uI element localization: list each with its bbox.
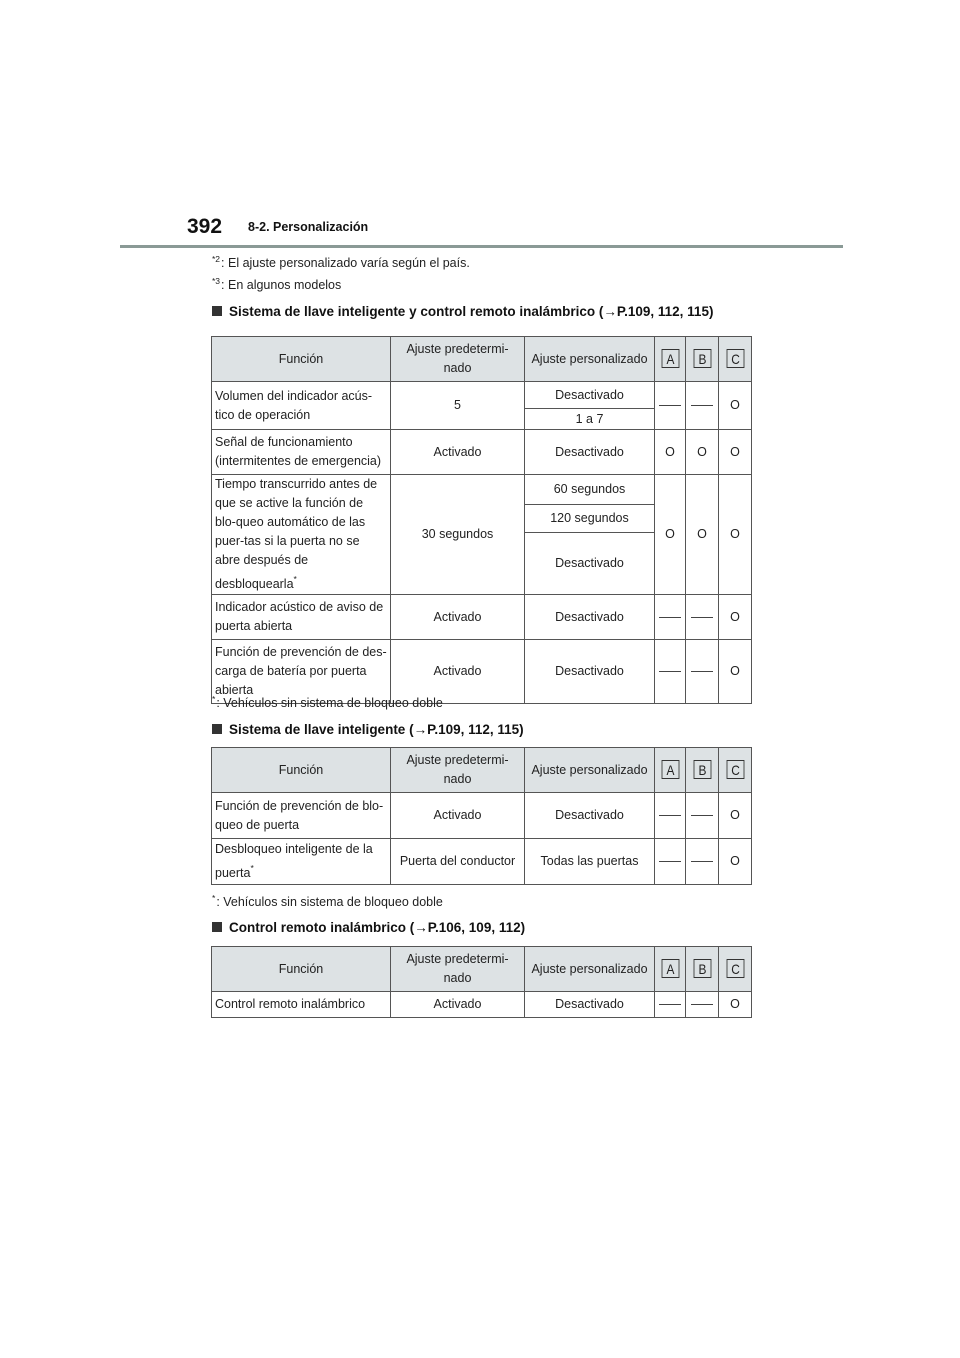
cell-c: O xyxy=(719,640,752,704)
label-a-icon: A xyxy=(661,349,679,368)
column-header-b xyxy=(686,748,719,793)
cell-predeterminado: Activado xyxy=(391,793,525,839)
cell-predeterminado: Puerta del conductor xyxy=(391,839,525,885)
cell-c: O xyxy=(719,793,752,839)
cell-funcion: Volumen del indicador acús-tico de operación xyxy=(212,382,391,430)
table-row xyxy=(212,382,752,409)
cell-c: O xyxy=(719,839,752,885)
cell-personalizado: Desactivado xyxy=(525,640,655,704)
cell-c: O xyxy=(719,430,752,475)
column-header-ajuste-personalizado: Ajuste personalizado xyxy=(525,337,655,382)
table-row xyxy=(212,992,752,1018)
column-header-ajuste-personalizado: Ajuste personalizado xyxy=(525,748,655,793)
dash-icon xyxy=(659,617,681,618)
cell-funcion: Tiempo transcurrido antes de que se active la función de blo-queo automático de las puer-tas si la puerta no se abre después de desbloquearla* xyxy=(212,475,391,595)
dash-icon xyxy=(691,1004,713,1005)
cell-a xyxy=(655,595,686,640)
dash-icon xyxy=(659,861,681,862)
section-heading-smart-key-remote: Sistema de llave inteligente y control remoto inalámbrico (→P.109, 112, 115) xyxy=(212,304,713,319)
header-divider xyxy=(120,245,843,248)
table-row xyxy=(212,430,752,475)
footnote-3: $^{*3}$: En algunos modelos xyxy=(212,276,342,292)
column-header-funcion: Función xyxy=(212,947,391,992)
dash-icon xyxy=(659,1004,681,1005)
square-bullet-icon xyxy=(212,922,222,932)
label-c-icon: C xyxy=(726,349,744,368)
square-bullet-icon xyxy=(212,306,222,316)
cell-personalizado: 60 segundos xyxy=(525,475,655,505)
cell-a xyxy=(655,640,686,704)
column-header-b xyxy=(686,337,719,382)
cell-b: O xyxy=(686,430,719,475)
settings-table-smart-key xyxy=(211,747,752,885)
page-number: 392 xyxy=(187,215,223,238)
column-header-a xyxy=(655,748,686,793)
label-b-icon: B xyxy=(693,349,711,368)
cell-funcion: Indicador acústico de aviso de puerta abierta xyxy=(212,595,391,640)
dash-icon xyxy=(659,815,681,816)
cell-a: O xyxy=(655,475,686,595)
column-header-ajuste-predeterminado: Ajuste predetermi-nado xyxy=(391,947,525,992)
column-header-b xyxy=(686,947,719,992)
cell-a: O xyxy=(655,430,686,475)
cell-personalizado: Desactivado xyxy=(525,382,655,409)
cell-predeterminado: 30 segundos xyxy=(391,475,525,595)
column-header-c xyxy=(719,947,752,992)
square-bullet-icon xyxy=(212,724,222,734)
dash-icon xyxy=(691,617,713,618)
cell-a xyxy=(655,839,686,885)
label-a-icon: A xyxy=(661,959,679,978)
table-footnote: *: Vehículos sin sistema de bloqueo doble xyxy=(212,893,443,909)
column-header-a xyxy=(655,337,686,382)
cell-personalizado: Desactivado xyxy=(525,533,655,595)
dash-icon xyxy=(659,671,681,672)
section-heading-wireless-remote: Control remoto inalámbrico (→P.106, 109, 112) xyxy=(212,920,525,935)
cell-a xyxy=(655,793,686,839)
cell-funcion: Control remoto inalámbrico xyxy=(212,992,391,1018)
column-header-a xyxy=(655,947,686,992)
cell-b xyxy=(686,640,719,704)
column-header-funcion: Función xyxy=(212,748,391,793)
label-b-icon: B xyxy=(693,959,711,978)
cell-a xyxy=(655,382,686,430)
cell-funcion: Función de prevención de blo-queo de puerta xyxy=(212,793,391,839)
cell-personalizado: Desactivado xyxy=(525,595,655,640)
cell-c: O xyxy=(719,382,752,430)
dash-icon xyxy=(691,671,713,672)
section-title: 8-2. Personalización xyxy=(248,220,369,234)
column-header-ajuste-personalizado: Ajuste personalizado xyxy=(525,947,655,992)
cell-predeterminado: 5 xyxy=(391,382,525,430)
label-b-icon: B xyxy=(693,760,711,779)
table-footnote: *: Vehículos sin sistema de bloqueo doble xyxy=(212,694,443,710)
dash-icon xyxy=(691,815,713,816)
column-header-funcion: Función xyxy=(212,337,391,382)
cell-predeterminado: Activado xyxy=(391,640,525,704)
cell-predeterminado: Activado xyxy=(391,992,525,1018)
cell-funcion: Desbloqueo inteligente de la puerta* xyxy=(212,839,391,885)
settings-table-smart-key-remote xyxy=(211,336,752,704)
cell-predeterminado: Activado xyxy=(391,595,525,640)
dash-icon xyxy=(691,405,713,406)
cell-b xyxy=(686,992,719,1018)
cell-personalizado: 120 segundos xyxy=(525,505,655,533)
column-header-c xyxy=(719,337,752,382)
label-a-icon: A xyxy=(661,760,679,779)
cell-funcion: Señal de funcionamiento (intermitentes de emergencia) xyxy=(212,430,391,475)
column-header-ajuste-predeterminado: Ajuste predetermi-nado xyxy=(391,748,525,793)
dash-icon xyxy=(659,405,681,406)
table-row xyxy=(212,595,752,640)
cell-personalizado: Desactivado xyxy=(525,430,655,475)
cell-b xyxy=(686,839,719,885)
cell-c: O xyxy=(719,992,752,1018)
section-heading-smart-key: Sistema de llave inteligente (→P.109, 112, 115) xyxy=(212,722,524,737)
settings-table-wireless-remote xyxy=(211,946,752,1018)
column-header-ajuste-predeterminado: Ajuste predetermi-nado xyxy=(391,337,525,382)
label-c-icon: C xyxy=(726,760,744,779)
column-header-c xyxy=(719,748,752,793)
cell-b xyxy=(686,595,719,640)
table-header-row xyxy=(212,748,752,793)
cell-funcion: Función de prevención de des-carga de batería por puerta abierta xyxy=(212,640,391,704)
table-row xyxy=(212,839,752,885)
table-row xyxy=(212,793,752,839)
label-c-icon: C xyxy=(726,959,744,978)
cell-personalizado: Todas las puertas xyxy=(525,839,655,885)
dash-icon xyxy=(691,861,713,862)
cell-c: O xyxy=(719,595,752,640)
cell-c: O xyxy=(719,475,752,595)
cell-personalizado: Desactivado xyxy=(525,992,655,1018)
cell-personalizado: Desactivado xyxy=(525,793,655,839)
cell-a xyxy=(655,992,686,1018)
cell-b xyxy=(686,382,719,430)
footnote-2: $^{*2}$: El ajuste personalizado varía según el país. xyxy=(212,254,470,270)
table-row xyxy=(212,475,752,505)
table-header-row xyxy=(212,337,752,382)
cell-b xyxy=(686,793,719,839)
cell-personalizado: 1 a 7 xyxy=(525,409,655,430)
cell-b: O xyxy=(686,475,719,595)
cell-predeterminado: Activado xyxy=(391,430,525,475)
table-header-row xyxy=(212,947,752,992)
